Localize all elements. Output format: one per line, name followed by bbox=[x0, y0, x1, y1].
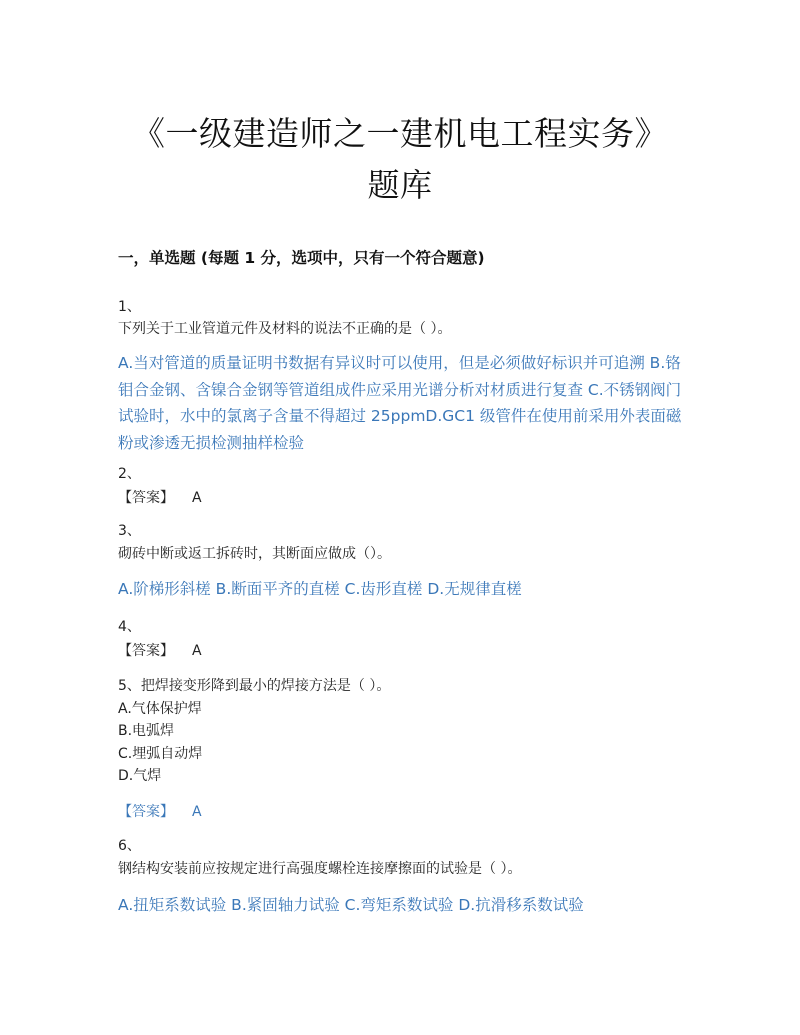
answer-label: 【答案】 bbox=[118, 643, 174, 659]
question-1-number: 1、 bbox=[118, 299, 141, 315]
question-1-options: A.当对管道的质量证明书数据有异议时可以使用，但是必须做好标识并可追溯 B.铬钼合金钢、含镍合金钢等管道组成件应采用光谱分析对材质进行复查 C.不锈钢阀门试验时，水中的氯离子含量不得超过 25ppmD.GC1 级管件在使用前采用外表面磁粉或渗透无损检测抽样检验 bbox=[118, 354, 682, 452]
answer-value: A bbox=[192, 643, 202, 659]
question-5-stem: 5、把焊接变形降到最小的焊接方法是（ ）。 bbox=[118, 678, 391, 694]
question-4-number: 4、 bbox=[118, 619, 141, 635]
question-2-number: 2、 bbox=[118, 466, 141, 482]
answer-label: 【答案】 bbox=[118, 804, 174, 820]
question-5-choice-b: B.电弧焊 bbox=[118, 723, 175, 739]
question-2-answer bbox=[118, 487, 202, 507]
question-5-choice-c: C.埋弧自动焊 bbox=[118, 746, 203, 762]
question-5-answer bbox=[118, 801, 202, 821]
document-title-line2: 题库 bbox=[367, 166, 433, 204]
question-3-number: 3、 bbox=[118, 523, 141, 539]
question-1-stem: 下列关于工业管道元件及材料的说法不正确的是（ ）。 bbox=[118, 321, 452, 337]
document-title-line1: 《一级建造师之一建机电工程实务》 bbox=[132, 114, 668, 153]
question-6-stem: 钢结构安装前应按规定进行高强度螺栓连接摩擦面的试验是（ ）。 bbox=[118, 861, 522, 877]
section-heading: 一，单选题 (每题 1 分，选项中，只有一个符合题意) bbox=[118, 249, 485, 267]
question-5-choice-a: A.气体保护焊 bbox=[118, 701, 202, 717]
question-3-options: A.阶梯形斜槎 B.断面平齐的直槎 C.齿形直槎 D.无规律直槎 bbox=[118, 580, 522, 598]
question-3-stem: 砌砖中断或返工拆砖时，其断面应做成（）。 bbox=[118, 546, 391, 562]
question-4-answer bbox=[118, 640, 202, 660]
question-6-number: 6、 bbox=[118, 838, 141, 854]
answer-value: A bbox=[192, 804, 202, 820]
question-6-options: A.扭矩系数试验 B.紧固轴力试验 C.弯矩系数试验 D.抗滑移系数试验 bbox=[118, 896, 584, 914]
question-5-choice-d: D.气焊 bbox=[118, 768, 162, 784]
answer-value: A bbox=[192, 490, 202, 506]
answer-label: 【答案】 bbox=[118, 490, 174, 506]
